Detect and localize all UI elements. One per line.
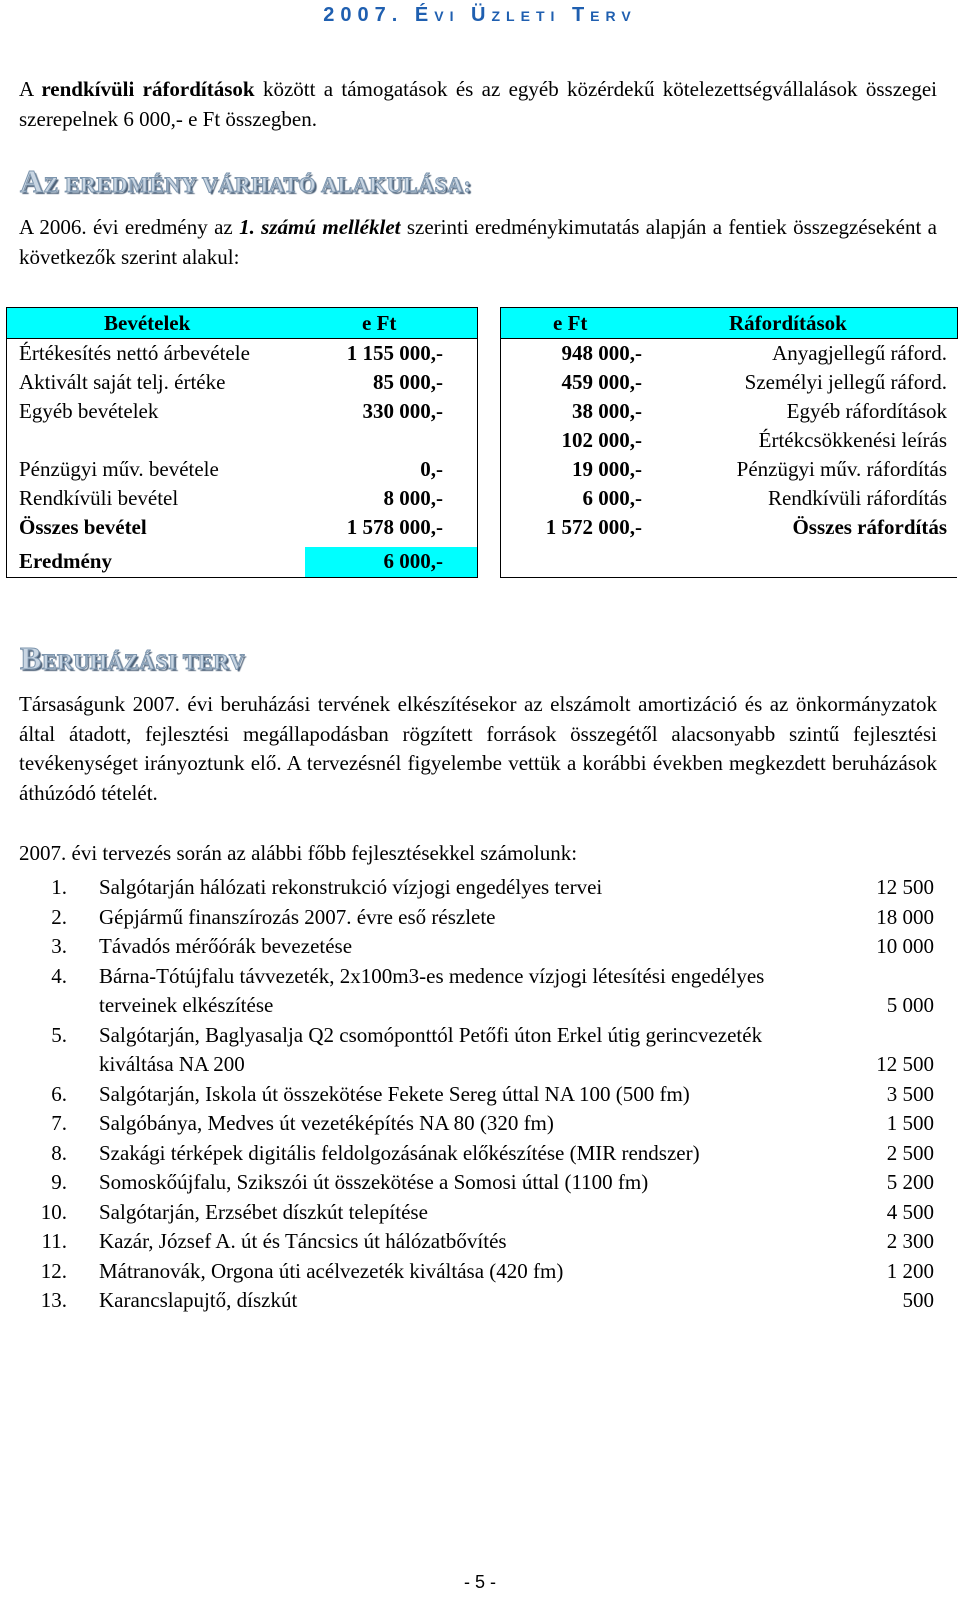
table-row: Aktivált saját telj. értéke 85 000,- xyxy=(19,370,443,394)
list-item: 13. Karancslapujtő, díszkút 500 xyxy=(40,1288,934,1312)
table-row: 38 000,- Egyéb ráfordítások xyxy=(572,399,947,423)
section-heading-investment: BERUHÁZÁSI TERV xyxy=(20,640,246,676)
list-item: 5. Salgótarján, Baglyasalja Q2 csomóponttól Petőfi úton Erkel útig gerincvezeték kiváltása NA 200 12 500 xyxy=(51,1022,934,1076)
intro-paragraph: A rendkívüli ráfordítások között a támogatások és az egyéb közérdekű kötelezettségvállalások összegei szerepelnek 6 000,- e Ft összegben. xyxy=(19,77,938,131)
page-number: - 5 - xyxy=(463,1572,496,1592)
project-list xyxy=(19,873,939,1316)
list-item: 2. Gépjármű finanszírozás 2007. évre eső részlete 18 000 xyxy=(51,904,934,929)
list-item: 3. Távadós mérőórák bevezetése 10 000 xyxy=(51,934,934,958)
list-item: 12. Mátranovák, Orgona úti acélvezeték kiváltása (420 fm) 1 200 xyxy=(40,1258,934,1283)
list-item: 10. Salgótarján, Erzsébet díszkút telepítése 4 500 xyxy=(40,1199,934,1224)
list-item: 6. Salgótarján, Iskola út összekötése Fekete Sereg úttal NA 100 (500 fm) 3 500 xyxy=(51,1081,934,1106)
page-header: 2007. ÉVI ÜZLETI TERV xyxy=(323,4,637,26)
table-row: 459 000,- Személyi jellegű ráford. xyxy=(561,370,947,394)
table-row: Pénzügyi műv. bevétele 0,- xyxy=(19,457,443,481)
table-row-total: 1 572 000,- Összes ráfordítás xyxy=(545,515,947,539)
section-heading-result: AZ EREDMÉNY VÁRHATÓ ALAKULÁSA: xyxy=(20,163,472,199)
expense-table xyxy=(500,307,957,578)
list-item: 11. Kazár, József A. út és Táncsics út hálózatbővítés 2 300 xyxy=(41,1229,934,1253)
list-item: 7. Salgóbánya, Medves út vezetéképítés NA 80 (320 fm) 1 500 xyxy=(51,1111,934,1135)
table-row: 102 000,- Értékcsökkenési leírás xyxy=(561,428,947,452)
table-row: 948 000,- Anyagjellegű ráford. xyxy=(561,341,947,365)
projects-intro: 2007. évi tervezés során az alábbi főbb fejlesztésekkel számolunk: xyxy=(19,841,578,865)
list-item: 4. Bárna-Tótújfalu távvezeték, 2x100m3-es medence vízjogi létesítési engedélyes terveinek elkészítése 5 000 xyxy=(51,963,934,1017)
revenue-table-header: Bevételek e Ft xyxy=(7,307,477,339)
list-item: 8. Szakági térképek digitális feldolgozásának előkészítése (MIR rendszer) 2 500 xyxy=(51,1140,934,1165)
table-row: Egyéb bevételek 330 000,- xyxy=(19,399,443,423)
list-item: 1. Salgótarján hálózati rekonstrukció vízjogi engedélyes tervei 12 500 xyxy=(51,875,934,899)
table-row: 6 000,- Rendkívüli ráfordítás xyxy=(582,486,947,510)
result-paragraph: A 2006. évi eredmény az 1. számú melléklet szerinti eredménykimutatás alapján a fentiek összegzéseként a következők szerint alakul: xyxy=(19,215,938,269)
table-row-total: Összes bevétel 1 578 000,- xyxy=(19,515,443,539)
table-row: Rendkívüli bevétel 8 000,- xyxy=(19,486,443,510)
investment-paragraph: Társaságunk 2007. évi beruházási tervének elkészítésekor az elszámolt amortizáció és az önkormányzatok által átadott, fejlesztési megállapodásban rögzített források összegétől alacsonyabb szintű fejlesztési tevékenységet irányoztunk elő. A tervezésnél figyelembe vettük a korábbi években megkezdett beruházások áthúzódó tételét. xyxy=(19,692,937,805)
list-item: 9. Somoskőújfalu, Szikszói út összekötése a Somosi úttal (1100 fm) 5 200 xyxy=(51,1170,934,1194)
revenue-table xyxy=(6,307,478,578)
expense-table-header: e Ft Ráfordítások xyxy=(501,307,958,339)
table-row-result: Eredmény 6 000,- xyxy=(19,549,443,573)
header-year: 2007. xyxy=(323,4,404,26)
table-row: Értékesítés nettó árbevétele 1 155 000,- xyxy=(19,341,443,365)
table-row: 19 000,- Pénzügyi műv. ráfordítás xyxy=(572,457,947,481)
